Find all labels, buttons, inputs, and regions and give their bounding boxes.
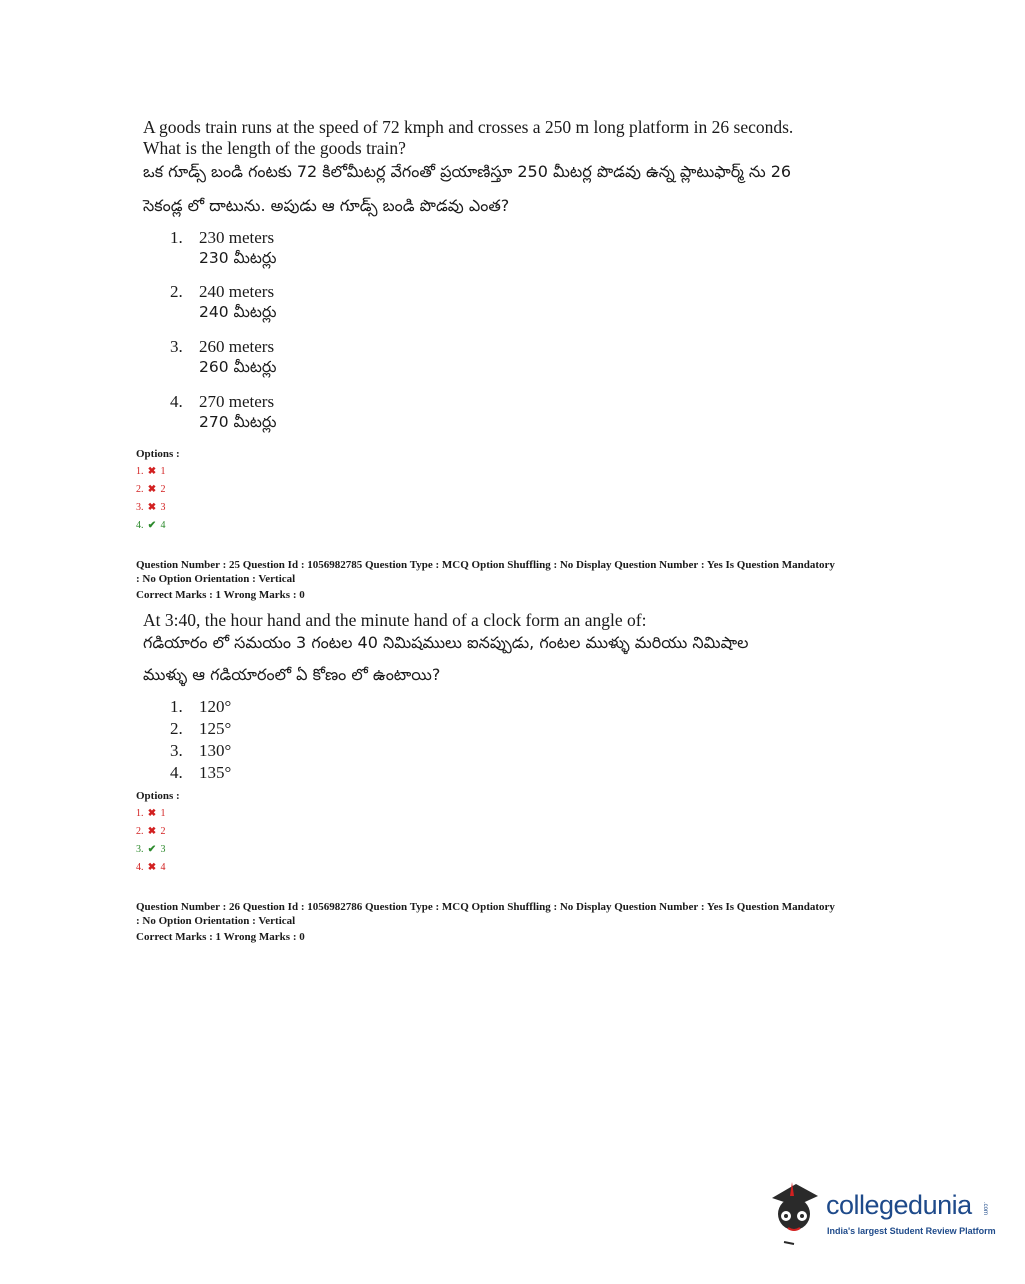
answer-value: 3 — [160, 844, 166, 855]
answer-number: 2. — [136, 484, 144, 495]
option-number: 3. — [170, 741, 183, 760]
answer-number: 1. — [136, 808, 144, 819]
option-english: 135° — [199, 763, 232, 782]
option-english: 230 meters — [199, 228, 275, 247]
question-25-meta — [136, 558, 916, 602]
q24-options-label: Options : — [136, 448, 180, 460]
option-number: 3. — [170, 337, 183, 356]
answer-value: 4 — [160, 862, 166, 873]
option-number: 1. — [170, 228, 183, 247]
option-telugu: 240 మీటర్లు — [199, 303, 277, 321]
option-english: 130° — [199, 741, 232, 760]
option-english: 125° — [199, 719, 232, 738]
option-english: 270 meters — [199, 392, 275, 411]
mascot-icon — [766, 1178, 826, 1248]
question-25-telugu-line1: గడియారం లో సమయం 3 గంటల 40 నిమిషములు ఐనప్పుడు, గంటల ముళ్ళు మరియు నిమిషాల — [143, 633, 749, 652]
wrong-icon: ✖ — [147, 808, 157, 819]
option-english: 240 meters — [199, 282, 275, 301]
meta-line: : No Option Orientation : Vertical — [136, 915, 296, 927]
question-24-telugu-line1: ఒక గూడ్స్ బండి గంటకు 72 కిలోమీటర్ల వేగంతో ప్రయాణిస్తూ 250 మీటర్ల పొడవు ఉన్న ప్లాటుఫార్మ్ ను 26 — [143, 162, 792, 181]
option-number: 4. — [170, 763, 183, 782]
wrong-icon: ✖ — [147, 826, 157, 837]
option-number: 4. — [170, 392, 183, 411]
wrong-icon: ✖ — [147, 484, 157, 495]
correct-icon: ✔ — [147, 520, 157, 531]
question-24-english-line2: What is the length of the goods train? — [143, 138, 406, 158]
q24-answer-3 — [136, 499, 166, 517]
answer-value: 4 — [160, 520, 166, 531]
question-25-english: At 3:40, the hour hand and the minute hand of a clock form an angle of: — [143, 610, 647, 630]
option-number: 2. — [170, 719, 183, 738]
answer-number: 3. — [136, 844, 144, 855]
q25-answer-1 — [136, 805, 166, 823]
collegedunia-logo — [766, 1178, 996, 1250]
q24-option-4 — [170, 391, 276, 433]
q24-option-3 — [170, 336, 276, 378]
q24-option-1 — [170, 227, 276, 269]
q24-answer-4 — [136, 517, 166, 535]
question-26-meta — [136, 900, 916, 944]
answer-number: 4. — [136, 862, 144, 873]
marks-line: Correct Marks : 1 Wrong Marks : 0 — [136, 931, 305, 943]
question-24-english: A goods train runs at the speed of 72 kmph and crosses a 250 m long platform in 26 seconds. — [143, 117, 794, 137]
option-number: 2. — [170, 282, 183, 301]
marks-line: Correct Marks : 1 Wrong Marks : 0 — [136, 589, 305, 601]
question-24-telugu-line2: సెకండ్ల లో దాటును. అపుడు ఆ గూడ్స్ బండి పొడవు ఎంత? — [143, 196, 510, 215]
q25-option-3 — [170, 740, 231, 761]
q25-options-label: Options : — [136, 790, 180, 802]
q24-answer-2 — [136, 481, 166, 499]
wrong-icon: ✖ — [147, 502, 157, 513]
q25-answer-2 — [136, 823, 166, 841]
q25-answer-4 — [136, 859, 166, 877]
option-english: 260 meters — [199, 337, 275, 356]
q25-option-1 — [170, 696, 231, 717]
option-telugu: 260 మీటర్లు — [199, 358, 277, 376]
option-telugu: 270 మీటర్లు — [199, 413, 277, 431]
option-number: 1. — [170, 697, 183, 716]
logo-domain-suffix: .com — [982, 1202, 988, 1216]
answer-number: 4. — [136, 520, 144, 531]
question-25-telugu-line2: ముళ్ళు ఆ గడియారంలో ఏ కోణం లో ఉంటాయి? — [143, 665, 441, 684]
logo-wordmark: collegedunia — [826, 1190, 972, 1220]
meta-line: : No Option Orientation : Vertical — [136, 573, 296, 585]
q25-option-4 — [170, 762, 231, 783]
answer-value: 2 — [160, 826, 166, 837]
q25-option-2 — [170, 718, 231, 739]
q24-answer-1 — [136, 463, 166, 481]
answer-value: 1 — [160, 466, 166, 477]
answer-value: 2 — [160, 484, 166, 495]
wrong-icon: ✖ — [147, 466, 157, 477]
wrong-icon: ✖ — [147, 862, 157, 873]
meta-line: Question Number : 26 Question Id : 1056982786 Question Type : MCQ Option Shuffling : No Display Question Number : Yes Is Question Mandatory — [136, 901, 835, 913]
meta-line: Question Number : 25 Question Id : 1056982785 Question Type : MCQ Option Shuffling : No Display Question Number : Yes Is Question Mandatory — [136, 559, 835, 571]
question-24-text — [143, 117, 903, 216]
answer-number: 3. — [136, 502, 144, 513]
q25-answer-3 — [136, 841, 166, 859]
logo-tagline: India's largest Student Review Platform — [827, 1226, 996, 1236]
question-25-text — [143, 610, 903, 685]
answer-number: 2. — [136, 826, 144, 837]
answer-number: 1. — [136, 466, 144, 477]
answer-value: 3 — [160, 502, 166, 513]
option-telugu: 230 మీటర్లు — [199, 249, 277, 267]
correct-icon: ✔ — [147, 844, 157, 855]
q24-option-2 — [170, 281, 276, 323]
answer-value: 1 — [160, 808, 166, 819]
option-english: 120° — [199, 697, 232, 716]
